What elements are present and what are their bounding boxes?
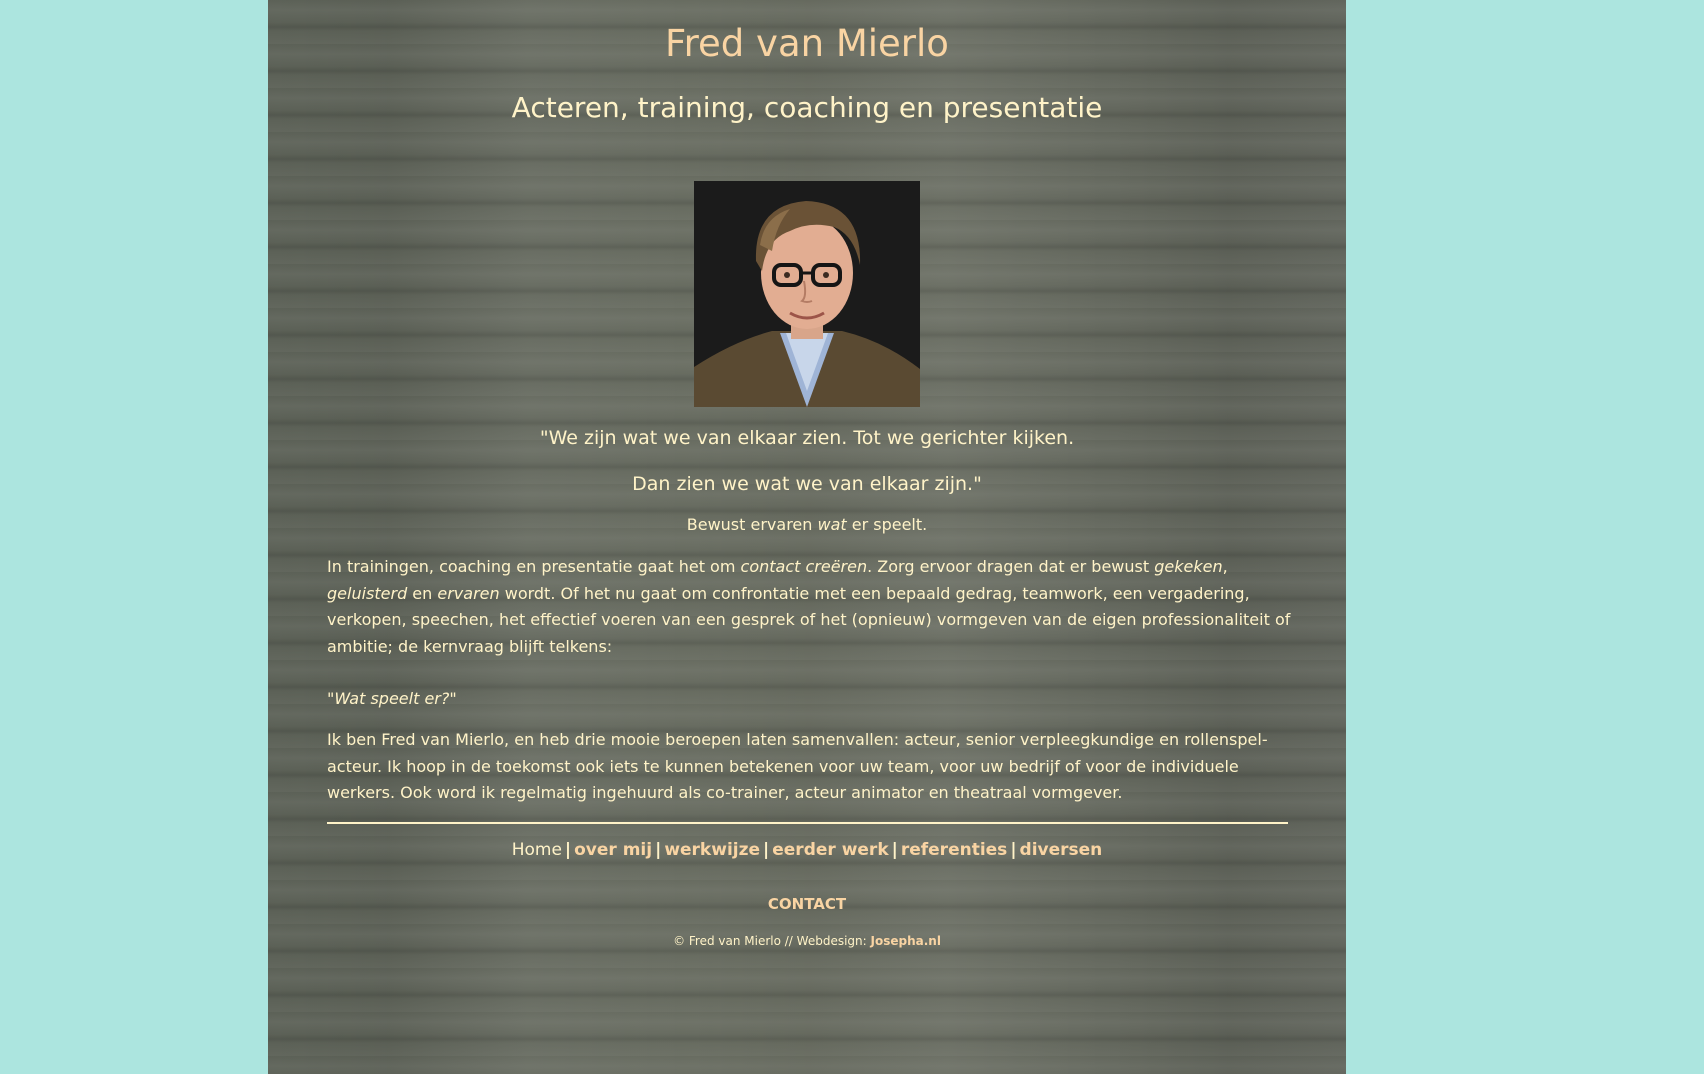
divider <box>327 822 1288 824</box>
portrait-photo <box>694 181 920 407</box>
nav-link-eerder-werk[interactable]: eerder werk <box>772 840 889 860</box>
nav-separator: | <box>655 840 662 860</box>
webdesign-credit-link[interactable]: Josepha.nl <box>870 934 941 948</box>
tagline-text-1: Bewust ervaren <box>686 515 818 534</box>
contact-link[interactable]: CONTACT <box>767 895 847 913</box>
intro-paragraph <box>327 554 1292 660</box>
site-subtitle: Acteren, training, coaching en presentatie <box>511 91 1103 124</box>
footer <box>268 934 1346 948</box>
nav-link-diversen[interactable]: diversen <box>1019 840 1103 860</box>
intro-emphasis-geluisterd: geluisterd <box>327 583 408 603</box>
nav-separator: | <box>891 840 898 860</box>
intro-text-4: en <box>407 583 438 603</box>
intro-text-5: wordt. Of het nu gaat om confrontatie met een bepaald gedrag, teamwork, een vergadering, verkopen, speechen, het effectief voeren van een gesprek of het (opnieuw) vormgeven van de eigen professionaliteit of ambitie; de kernvraag blijft telkens: <box>327 583 1291 656</box>
nav-separator: | <box>763 840 770 860</box>
intro-text-1: In trainingen, coaching en presentatie gaat het om <box>327 557 741 576</box>
nav-link-referenties[interactable]: referenties <box>900 840 1008 860</box>
content-panel <box>268 0 1346 1074</box>
tagline <box>268 515 1346 534</box>
nav-link-werkwijze[interactable]: werkwijze <box>664 840 761 860</box>
quote-line-1: "We zijn wat we van elkaar zien. Tot we gerichter kijken. <box>539 427 1075 449</box>
intro-emphasis-gekeken: gekeken <box>1154 557 1223 576</box>
nav-separator: | <box>1010 840 1017 860</box>
site-title: Fred van Mierlo <box>665 22 949 65</box>
nav-separator: | <box>564 840 572 860</box>
about-paragraph: Ik ben Fred van Mierlo, en heb drie mooie beroepen laten samenvallen: acteur, senior verpleegkundige en rollenspel-acteur. Ik hoop in de toekomst ook iets te kunnen betekenen voor uw team, voor uw bedrijf of voor de individuele werkers. Ook word ik regelmatig ingehuurd als co-trainer, acteur animator en theatraal vormgever. <box>327 730 1268 802</box>
intro-text-3: , <box>1222 557 1228 576</box>
quote-line-2: Dan zien we wat we van elkaar zijn." <box>632 473 982 495</box>
tagline-emphasis: wat <box>817 515 847 534</box>
nav-link-over-mij[interactable]: over mij <box>574 840 653 860</box>
intro-emphasis-ervaren: ervaren <box>437 583 500 603</box>
intro-emphasis-contact: contact creëren <box>740 557 868 576</box>
portrait-image <box>694 181 920 407</box>
contact-section <box>268 895 1346 913</box>
tagline-text-2: er speelt. <box>846 515 928 534</box>
nav-link-home[interactable]: Home <box>511 840 562 860</box>
intro-text-2: . Zorg ervoor dragen dat er bewust <box>867 557 1155 576</box>
main-nav <box>268 840 1346 860</box>
footer-text: © Fred van Mierlo // Webdesign: <box>673 934 871 948</box>
key-question: "Wat speelt er?" <box>327 689 457 708</box>
